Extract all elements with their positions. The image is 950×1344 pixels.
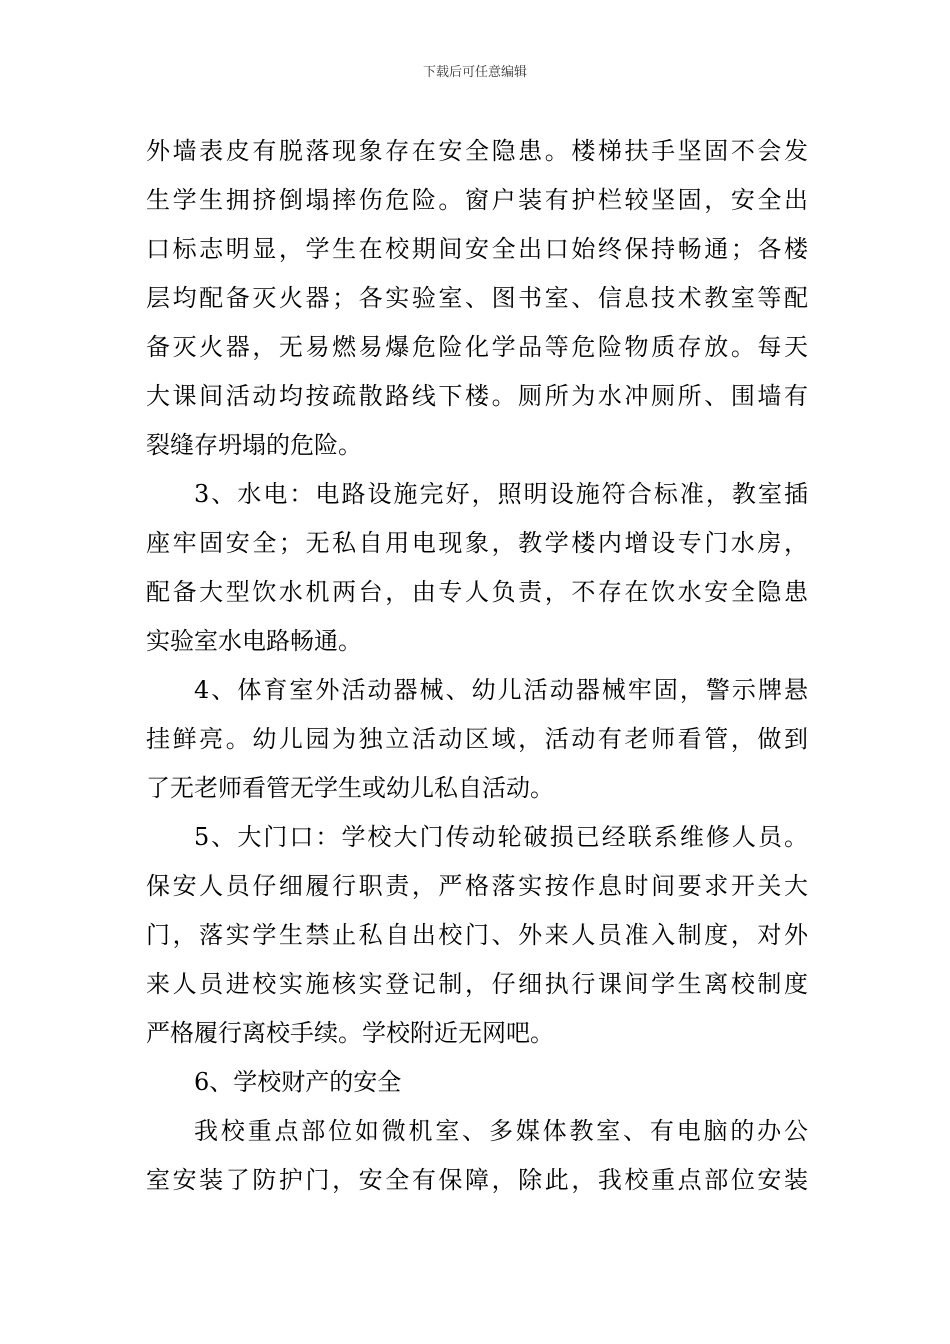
text-line: 室安装了防护门，安全有保障，除此，我校重点部位安装 — [146, 1166, 808, 1194]
text-line: 严格履行离校手续。学校附近无网吧。 — [146, 1019, 554, 1047]
paragraph-sports-equipment — [146, 666, 808, 813]
paragraph-main-gate — [146, 813, 808, 1058]
text-line: 4、体育室外活动器械、幼儿活动器械牢固，警示牌悬 — [194, 676, 808, 704]
text-line: 配备大型饮水机两台，由专人负责，不存在饮水安全隐患 — [146, 578, 808, 606]
text-line: 层均配备灭火器；各实验室、图书室、信息技术教室等配 — [146, 284, 808, 312]
text-line: 外墙表皮有脱落现象存在安全隐患。楼梯扶手坚固不会发 — [146, 137, 808, 165]
text-line: 挂鲜亮。幼儿园为独立活动区域，活动有老师看管，做到 — [146, 725, 808, 753]
text-line: 门，落实学生禁止私自出校门、外来人员准入制度，对外 — [146, 921, 808, 949]
paragraph-school-property-heading — [146, 1058, 808, 1107]
text-line: 备灭火器，无易燃易爆危险化学品等危险物质存放。每天 — [146, 333, 808, 361]
text-line: 3、水电：电路设施完好，照明设施符合标准，教室插 — [194, 480, 808, 508]
paragraph-water-electricity — [146, 470, 808, 666]
document-body — [146, 127, 808, 1205]
paragraph-building-safety — [146, 127, 808, 470]
text-line: 来人员进校实施核实登记制，仔细执行课间学生离校制度 — [146, 970, 808, 998]
text-line: 保安人员仔细履行职责，严格落实按作息时间要求开关大 — [146, 872, 808, 900]
paragraph-key-areas — [146, 1107, 808, 1205]
text-line: 了无老师看管无学生或幼儿私自活动。 — [146, 774, 554, 802]
text-line: 我校重点部位如微机室、多媒体教室、有电脑的办公 — [194, 1117, 808, 1145]
text-line: 6、学校财产的安全 — [194, 1068, 402, 1096]
page-header: 下载后可任意编辑 — [422, 65, 527, 80]
text-line: 座牢固安全；无私自用电现象，教学楼内增设专门水房， — [146, 529, 808, 557]
text-line: 大课间活动均按疏散路线下楼。厕所为水冲厕所、围墙有 — [146, 382, 808, 410]
text-line: 5、大门口：学校大门传动轮破损已经联系维修人员。 — [194, 823, 808, 851]
text-line: 生学生拥挤倒塌摔伤危险。窗户装有护栏较坚固，安全出 — [146, 186, 808, 214]
text-line: 口标志明显，学生在校期间安全出口始终保持畅通；各楼 — [146, 235, 808, 263]
text-line: 裂缝存坍塌的危险。 — [146, 431, 362, 459]
text-line: 实验室水电路畅通。 — [146, 627, 362, 655]
